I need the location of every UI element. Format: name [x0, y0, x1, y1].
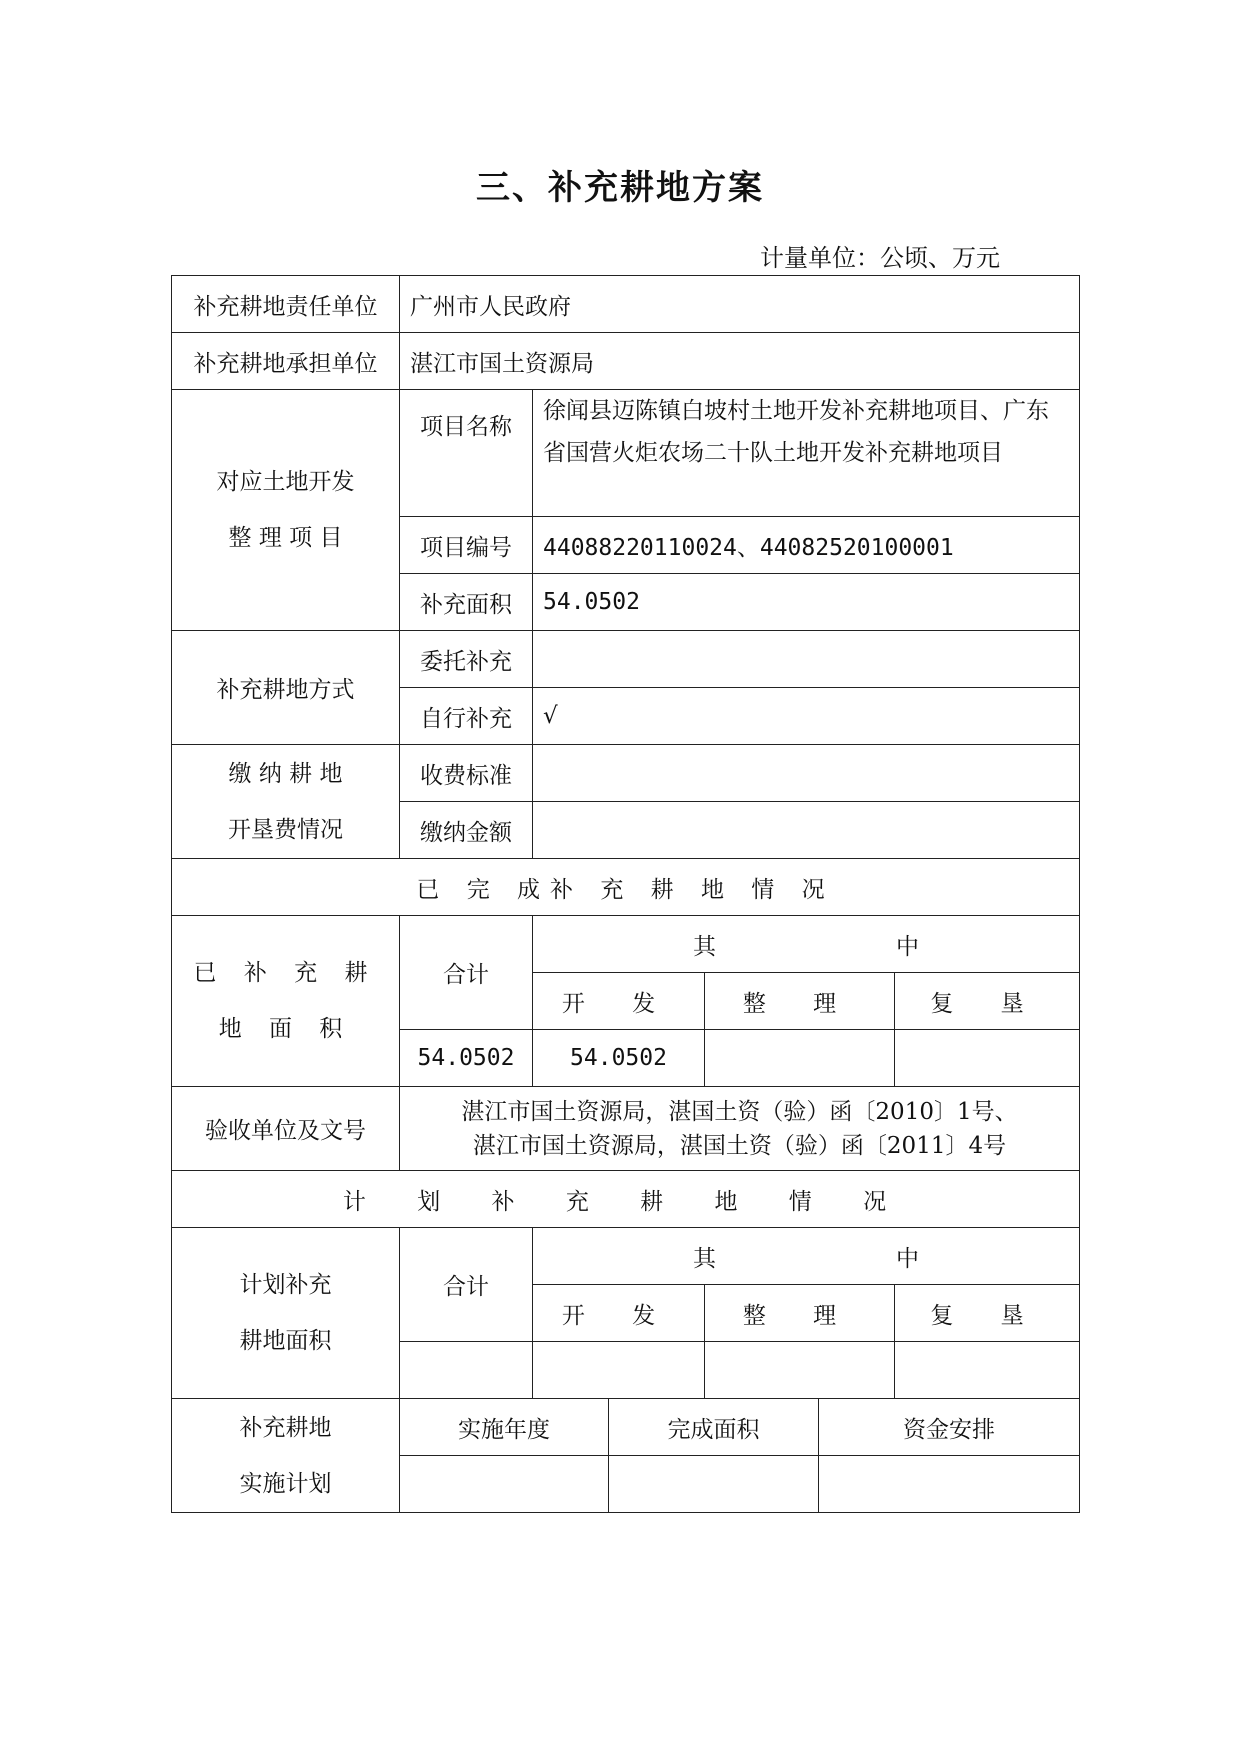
implementation-label	[172, 1399, 400, 1513]
completed-arrange-value[interactable]	[705, 1030, 895, 1087]
planned-qizhong-header	[533, 1228, 1080, 1285]
planned-reclaim-value[interactable]	[895, 1342, 1080, 1399]
undertaking-unit-label: 补充耕地承担单位	[172, 333, 400, 390]
completed-arrange-label: 整 理	[705, 973, 895, 1030]
completed-total-label: 合计	[400, 916, 533, 1030]
cultivated-land-form	[171, 275, 1080, 1513]
fee-amount-label: 缴纳金额	[400, 802, 533, 859]
acceptance-line1: 湛江市国土资源局，湛国土资（验）函〔2010〕1号、	[461, 1098, 1018, 1125]
implementation-label-line1: 补充耕地	[239, 1414, 332, 1441]
unit-label: 计量单位：公顷、万元	[760, 244, 1000, 272]
completed-zhong-label: 中	[896, 933, 920, 960]
planned-total-value[interactable]	[400, 1342, 533, 1399]
completed-header-row	[172, 859, 1080, 916]
acceptance-value[interactable]	[400, 1087, 1080, 1171]
project-label-line1: 对应土地开发	[216, 469, 355, 495]
page-title: 三、补充耕地方案	[476, 168, 764, 208]
planned-dev-label: 开 发	[533, 1285, 705, 1342]
completed-dev-label: 开 发	[533, 973, 705, 1030]
implementation-year-label: 实施年度	[400, 1399, 609, 1456]
planned-label-line1: 计划补充	[239, 1272, 332, 1298]
planned-qizhong-row	[172, 1228, 1080, 1285]
project-number-label: 项目编号	[400, 517, 533, 574]
completed-label-line2: 地 面 积	[218, 1016, 353, 1042]
implementation-label-line2: 实施计划	[239, 1470, 332, 1497]
implementation-funds-value[interactable]	[819, 1456, 1080, 1513]
undertaking-unit-row	[172, 333, 1080, 390]
implementation-year-value[interactable]	[400, 1456, 609, 1513]
fee-label-line2: 开垦费情况	[228, 816, 343, 843]
fee-standard-label: 收费标准	[400, 745, 533, 802]
implementation-area-label: 完成面积	[609, 1399, 819, 1456]
planned-reclaim-label: 复 垦	[895, 1285, 1080, 1342]
responsible-unit-label: 补充耕地责任单位	[172, 276, 400, 333]
project-area-value[interactable]: 54.0502	[533, 574, 1080, 631]
method-entrusted-value[interactable]	[533, 631, 1080, 688]
fee-standard-value[interactable]	[533, 745, 1080, 802]
project-number-value[interactable]: 44088220110024、44082520100001	[533, 517, 1080, 574]
implementation-header-row	[172, 1399, 1080, 1456]
planned-header-row	[172, 1171, 1080, 1228]
project-group-label	[172, 390, 400, 631]
completed-reclaim-label: 复 垦	[895, 973, 1080, 1030]
implementation-area-value[interactable]	[609, 1456, 819, 1513]
planned-arrange-value[interactable]	[705, 1342, 895, 1399]
acceptance-row	[172, 1087, 1080, 1171]
responsible-unit-value[interactable]: 广州市人民政府	[400, 276, 1080, 333]
undertaking-unit-value[interactable]: 湛江市国土资源局	[400, 333, 1080, 390]
method-label: 补充耕地方式	[172, 631, 400, 745]
completed-reclaim-value[interactable]	[895, 1030, 1080, 1087]
completed-qi-label: 其	[693, 933, 716, 960]
method-entrusted-row	[172, 631, 1080, 688]
method-self-label: 自行补充	[400, 688, 533, 745]
planned-zhong-label: 中	[896, 1245, 920, 1272]
completed-section-header: 已 完 成补 充 耕 地 情 况	[172, 859, 1080, 916]
project-label-line2: 整 理 项 目	[228, 525, 343, 551]
planned-area-label	[172, 1228, 400, 1399]
planned-section-header: 计 划 补 充 耕 地 情 况	[172, 1171, 1080, 1228]
completed-qizhong-row	[172, 916, 1080, 973]
project-name-label: 项目名称	[400, 390, 533, 517]
completed-area-label	[172, 916, 400, 1087]
acceptance-label: 验收单位及文号	[172, 1087, 400, 1171]
planned-label-line2: 耕地面积	[239, 1328, 332, 1354]
project-name-row	[172, 390, 1080, 517]
planned-dev-value[interactable]	[533, 1342, 705, 1399]
method-entrusted-label: 委托补充	[400, 631, 533, 688]
completed-qizhong-header	[533, 916, 1080, 973]
responsible-unit-row	[172, 276, 1080, 333]
project-name-value[interactable]: 徐闻县迈陈镇白坡村土地开发补充耕地项目、广东省国营火炬农场二十队土地开发补充耕地项目	[533, 390, 1080, 517]
planned-total-label: 合计	[400, 1228, 533, 1342]
implementation-funds-label: 资金安排	[819, 1399, 1080, 1456]
planned-arrange-label: 整 理	[705, 1285, 895, 1342]
project-area-label: 补充面积	[400, 574, 533, 631]
fee-label-line1: 缴 纳 耕 地	[228, 760, 343, 787]
completed-label-line1: 已 补 充 耕	[193, 960, 378, 986]
fee-group-label	[172, 745, 400, 859]
acceptance-line2: 湛江市国土资源局，湛国土资（验）函〔2011〕4号	[472, 1132, 1007, 1159]
method-self-checkmark[interactable]: √	[533, 688, 1080, 745]
fee-standard-row	[172, 745, 1080, 802]
fee-amount-value[interactable]	[533, 802, 1080, 859]
completed-total-value[interactable]: 54.0502	[400, 1030, 533, 1087]
completed-dev-value[interactable]: 54.0502	[533, 1030, 705, 1087]
planned-qi-label: 其	[693, 1245, 716, 1272]
